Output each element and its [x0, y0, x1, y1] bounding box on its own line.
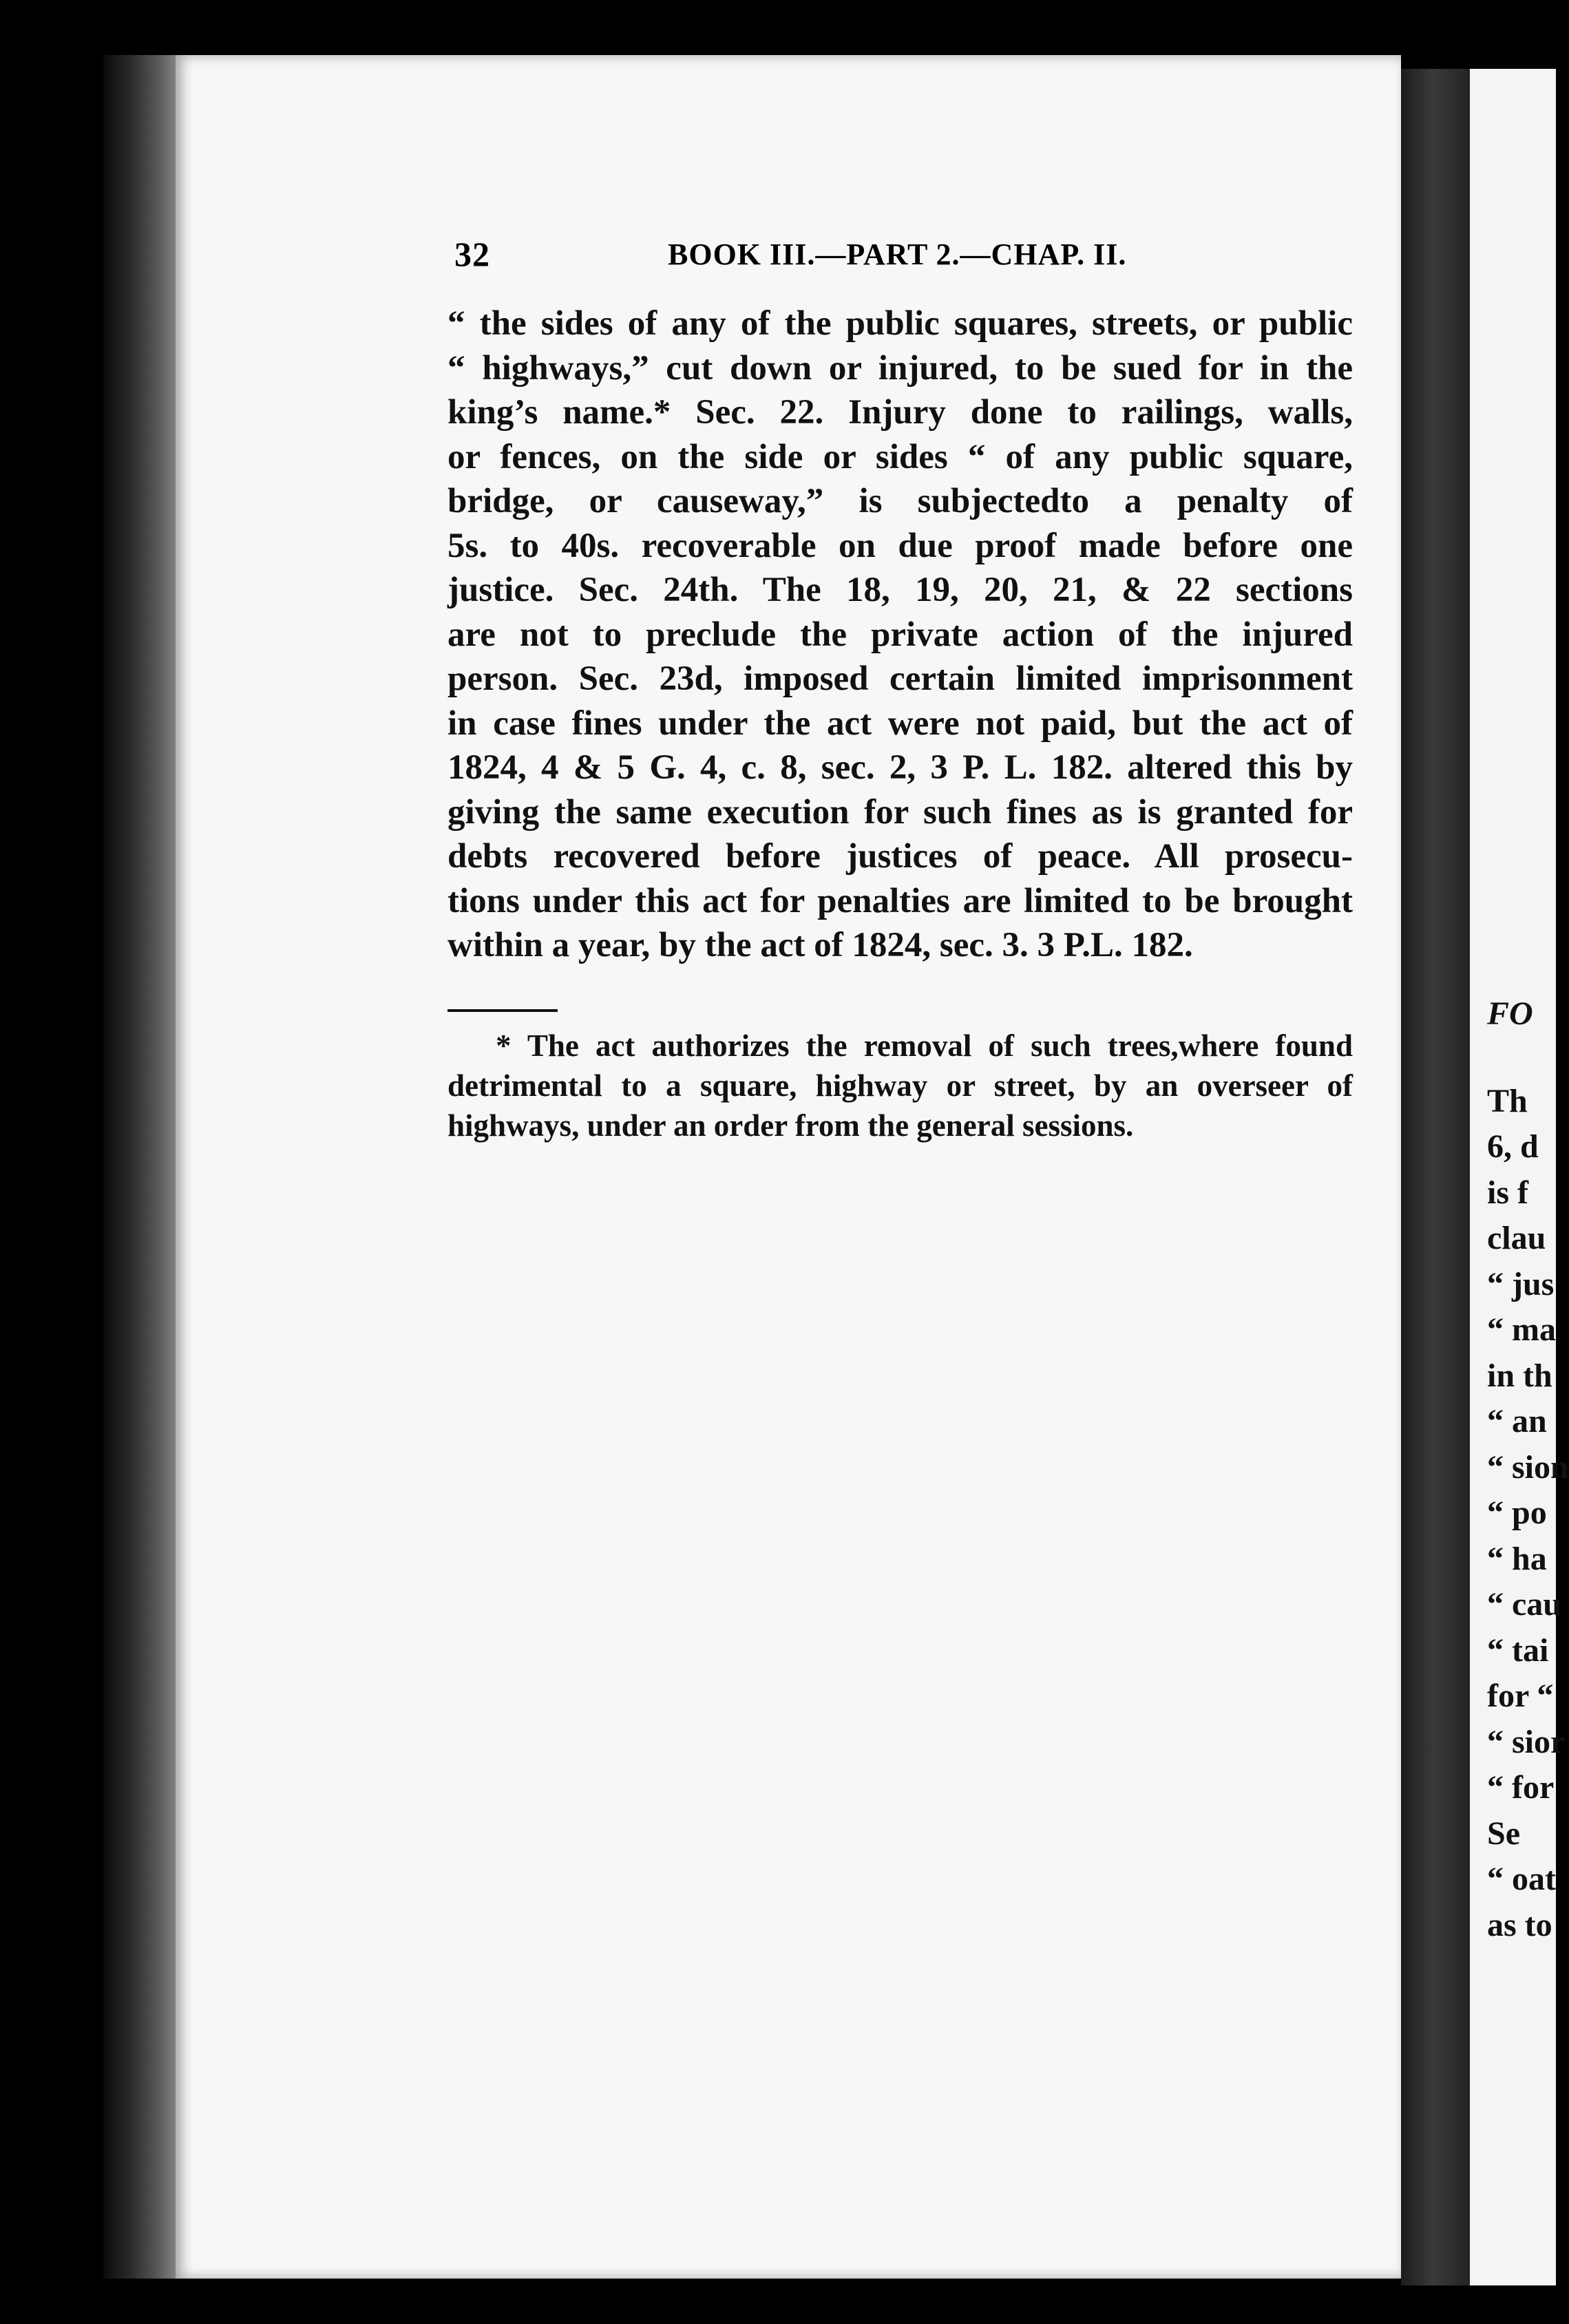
text-line: within a year, by the act of 1824, sec. 3. 3 P.L. 182.	[447, 926, 1193, 964]
facing-line: in th	[1487, 1357, 1552, 1394]
text-line: tions under this act for penalties are limited to be brought	[447, 881, 1353, 920]
facing-page-text	[1487, 991, 1569, 1948]
main-text	[447, 302, 1353, 968]
footnote-line: highways, under an order from the general sessions.	[447, 1108, 1134, 1143]
facing-line: “ an	[1487, 1403, 1547, 1439]
running-title: BOOK III.—PART 2.—CHAP. II.	[668, 237, 1127, 271]
footnote-rule	[447, 1009, 558, 1012]
running-head	[454, 234, 1391, 282]
text-line: giving the same execution for such fines as is granted for	[447, 792, 1353, 832]
facing-line: “ jus	[1487, 1265, 1555, 1302]
footnote	[447, 1026, 1353, 1145]
facing-line: “ for	[1487, 1769, 1555, 1806]
text-line: 5s. to 40s. recoverable on due proof made before one	[447, 526, 1353, 565]
facing-line: for “	[1487, 1678, 1554, 1714]
facing-line: Se	[1487, 1815, 1520, 1852]
text-line: justice. Sec. 24th. The 18, 19, 20, 21, & 22 sections	[447, 571, 1353, 609]
footnote-line: * The act authorizes the removal of such trees,where found	[496, 1028, 1353, 1063]
text-line: bridge, or causeway,” is subjectedto a penalty of	[447, 482, 1353, 520]
facing-line: “ oat	[1487, 1861, 1556, 1897]
facing-line: clau	[1487, 1220, 1546, 1256]
facing-line: “ cau	[1487, 1586, 1561, 1623]
text-line: debts recovered before justices of peace. All prosecu-	[447, 837, 1353, 876]
facing-line: Th	[1487, 1082, 1528, 1119]
facing-line: 6, d	[1487, 1128, 1539, 1165]
footnote-line: detrimental to a square, highway or street, by an overseer of	[447, 1068, 1353, 1103]
text-line: are not to preclude the private action of the injured	[447, 615, 1353, 654]
text-line: “ the sides of any of the public squares, streets, or public	[447, 304, 1353, 343]
facing-heading: FO	[1487, 995, 1533, 1032]
facing-line: “ tai	[1487, 1631, 1549, 1669]
facing-line: “ po	[1487, 1494, 1547, 1531]
text-line: person. Sec. 23d, imposed certain limited imprisonment	[447, 659, 1353, 698]
text-line: “ highways,” cut down or injured, to be sued for in the	[447, 348, 1353, 388]
facing-line: “ ma	[1487, 1311, 1556, 1348]
text-line: king’s name.* Sec. 22. Injury done to railings, walls,	[447, 393, 1353, 432]
text-line: or fences, on the side or sides “ of any public square,	[447, 437, 1353, 476]
facing-line: “ ha	[1487, 1540, 1547, 1577]
facing-line: “ sion	[1487, 1448, 1569, 1486]
book-binding	[103, 55, 179, 2279]
text-line: 1824, 4 & 5 G. 4, c. 8, sec. 2, 3 P. L. 182. altered this by	[447, 748, 1353, 787]
facing-line: is f	[1487, 1174, 1528, 1211]
page-number: 32	[454, 235, 490, 273]
facing-line: “ sior	[1487, 1723, 1566, 1760]
facing-line: as to	[1487, 1906, 1552, 1943]
text-line: in case fines under the act were not paid, but the act of	[447, 704, 1353, 743]
